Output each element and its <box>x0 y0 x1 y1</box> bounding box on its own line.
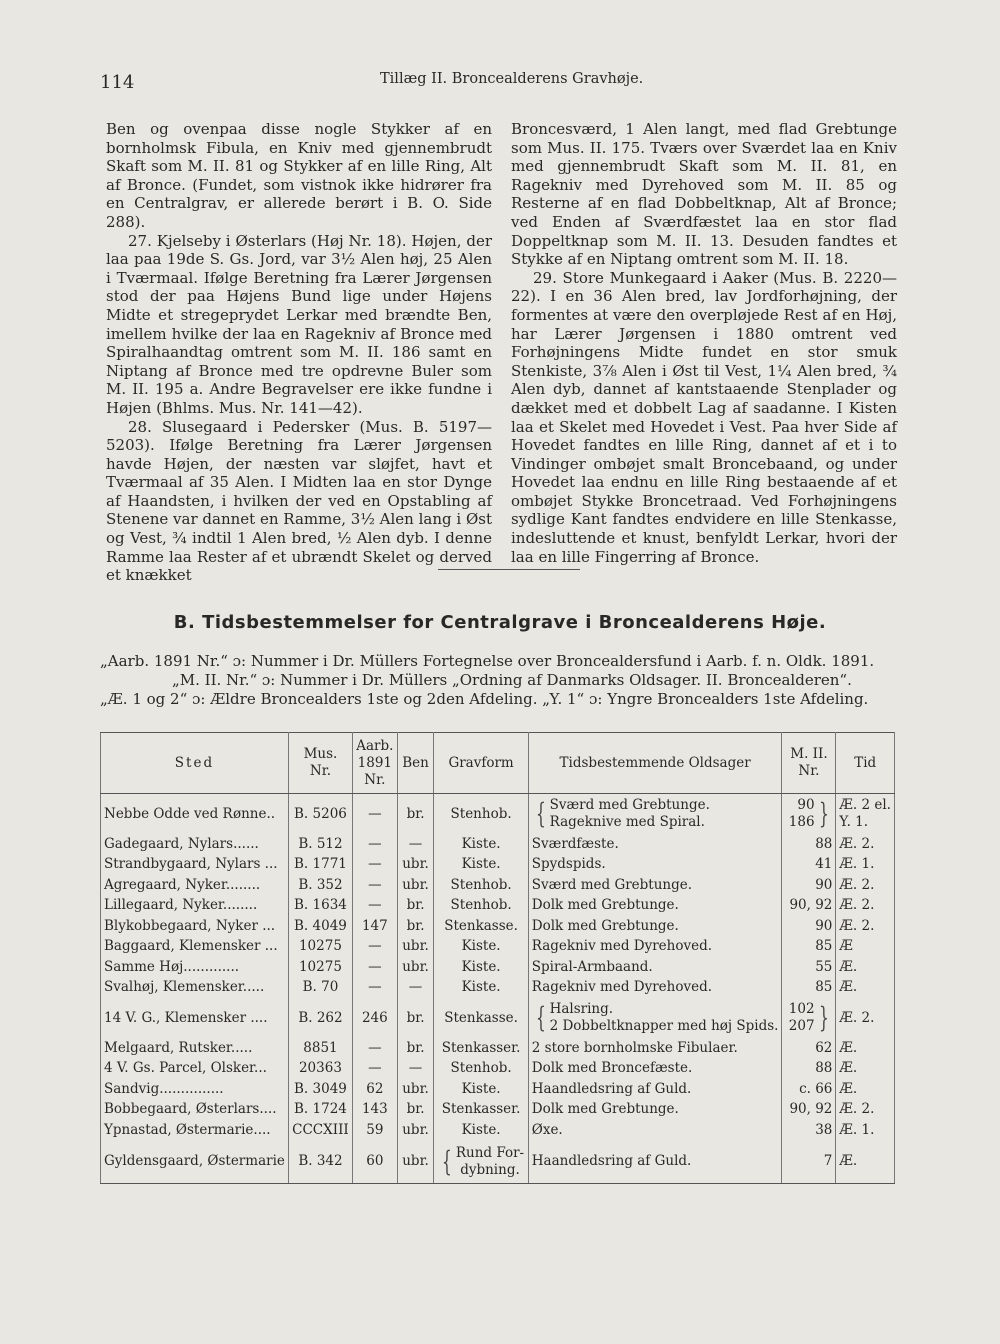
cell-ben: ubr. <box>397 875 434 896</box>
cell-sted: Nebbe Odde ved Rønne.. <box>101 794 289 835</box>
header-aarb: Aarb. 1891 Nr. <box>353 733 398 794</box>
cell-oldsager: Ragekniv med Dyrehoved. <box>528 937 782 958</box>
cell-mus-nr: B. 1771 <box>288 855 352 876</box>
cell-m-ii: 38 <box>782 1120 836 1141</box>
cell-oldsager: Spydspids. <box>528 855 782 876</box>
cell-aarb: 59 <box>353 1120 398 1141</box>
table-row <box>101 957 895 978</box>
cell-mus-nr: B. 352 <box>288 875 352 896</box>
cell-mus-nr: B. 3049 <box>288 1079 352 1100</box>
cell-sted: 4 V. Gs. Parcel, Olsker... <box>101 1059 289 1080</box>
cell-oldsager: Øxe. <box>528 1120 782 1141</box>
cell-sted: Blykobbegaard, Nyker ... <box>101 916 289 937</box>
cell-oldsager: Ragekniv med Dyrehoved. <box>528 978 782 999</box>
cell-oldsager: 2 store bornholmske Fibulaer. <box>528 1038 782 1059</box>
cell-m-ii: 90, 92 <box>782 1100 836 1121</box>
cell-gravform: Kiste. <box>434 834 528 855</box>
cell-mus-nr: B. 342 <box>288 1141 352 1184</box>
cell-gravform: Stenhob. <box>434 794 528 835</box>
cell-tid: Æ <box>836 937 895 958</box>
cell-gravform: Stenkasser. <box>434 1100 528 1121</box>
cell-ben: br. <box>397 896 434 917</box>
cell-tid: Æ. 2 el. Y. 1. <box>836 794 895 835</box>
cell-ben: br. <box>397 1100 434 1121</box>
cell-oldsager: Dolk med Grebtunge. <box>528 1100 782 1121</box>
cell-aarb: — <box>353 896 398 917</box>
table-row <box>101 1120 895 1141</box>
page-number: 114 <box>100 72 135 93</box>
cell-aarb: — <box>353 937 398 958</box>
cell-mus-nr: B. 262 <box>288 998 352 1038</box>
paragraph: Broncesværd, 1 Alen langt, med flad Grebtunge som Mus. II. 175. Tværs over Sværdet laa en Kniv med gjennembrudt Skaft som M. II. 81, en Ragekniv med Dyrehoved som M. II. 85 og Resterne af en flad Dobbeltknap, Alt af Bronce; ved Enden af Sværdfæstet laa en stor flad Doppeltknap som M. II. 13. Desuden fandtes et Stykke af en Niptang omtrent som M. II. 18. <box>511 120 897 269</box>
cell-gravform: Kiste. <box>434 1120 528 1141</box>
cell-ben: br. <box>397 998 434 1038</box>
cell-sted: Bobbegaard, Østerlars.... <box>101 1100 289 1121</box>
cell-sted: Agregaard, Nyker........ <box>101 875 289 896</box>
cell-sted: Lillegaard, Nyker........ <box>101 896 289 917</box>
cell-m-ii: 90, 92 <box>782 896 836 917</box>
cell-gravform: Stenhob. <box>434 896 528 917</box>
table-row <box>101 896 895 917</box>
cell-ben: ubr. <box>397 1120 434 1141</box>
cell-aarb: 246 <box>353 998 398 1038</box>
cell-sted: Gadegaard, Nylars...... <box>101 834 289 855</box>
cell-m-ii: 90 <box>782 875 836 896</box>
cell-mus-nr: 8851 <box>288 1038 352 1059</box>
cell-tid: Æ. 2. <box>836 916 895 937</box>
cell-gravform: { Rund For- dybning. <box>434 1141 528 1184</box>
cell-gravform: Stenhob. <box>434 875 528 896</box>
cell-oldsager: Haandledsring af Guld. <box>528 1141 782 1184</box>
table-header-row <box>101 733 895 794</box>
cell-ben: ubr. <box>397 1141 434 1184</box>
cell-m-ii: 88 <box>782 1059 836 1080</box>
section-divider <box>438 569 580 570</box>
cell-mus-nr: B. 70 <box>288 978 352 999</box>
cell-m-ii: 88 <box>782 834 836 855</box>
right-text-column <box>511 120 897 566</box>
cell-ben: ubr. <box>397 1079 434 1100</box>
cell-mus-nr: 10275 <box>288 937 352 958</box>
cell-aarb: 143 <box>353 1100 398 1121</box>
paragraph: Ben og ovenpaa disse nogle Stykker af en bornholmsk Fibula, en Kniv med gjennembrudt Skaft som M. II. 81 og Stykker af en lille Ring, Alt af Bronce. (Fundet, som vistnok ikke hidrører fra en Centralgrav, er allerede berørt i B. O. Side 288). <box>106 120 492 231</box>
cell-gravform: Stenkasse. <box>434 916 528 937</box>
cell-tid: Æ. <box>836 1141 895 1184</box>
table-row <box>101 998 895 1038</box>
table-row <box>101 1038 895 1059</box>
dating-table <box>100 732 895 1184</box>
cell-tid: Æ. 1. <box>836 855 895 876</box>
abbreviation-line: „Æ. 1 og 2“ ɔ: Ældre Broncealders 1ste og 2den Afdeling. „Y. 1“ ɔ: Yngre Broncealders 1ste Afdeling. <box>100 690 869 708</box>
cell-tid: Æ. 2. <box>836 1100 895 1121</box>
header-ben: Ben <box>397 733 434 794</box>
cell-tid: Æ. 2. <box>836 834 895 855</box>
cell-aarb: — <box>353 794 398 835</box>
cell-ben: ubr. <box>397 855 434 876</box>
cell-aarb: — <box>353 1059 398 1080</box>
cell-ben: — <box>397 834 434 855</box>
cell-gravform: Stenkasser. <box>434 1038 528 1059</box>
running-head: Tillæg II. Broncealderens Gravhøje. <box>380 71 644 87</box>
cell-oldsager: Haandledsring af Guld. <box>528 1079 782 1100</box>
header-gravform: Gravform <box>434 733 528 794</box>
table-row <box>101 794 895 835</box>
cell-sted: Ypnastad, Østermarie.... <box>101 1120 289 1141</box>
cell-mus-nr: 10275 <box>288 957 352 978</box>
cell-sted: Svalhøj, Klemensker..... <box>101 978 289 999</box>
cell-sted: Gyldensgaard, Østermarie <box>101 1141 289 1184</box>
cell-oldsager: Dolk med Grebtunge. <box>528 916 782 937</box>
cell-m-ii: 41 <box>782 855 836 876</box>
table-row <box>101 1141 895 1184</box>
table-row <box>101 937 895 958</box>
cell-aarb: — <box>353 834 398 855</box>
cell-aarb: 60 <box>353 1141 398 1184</box>
cell-sted: Strandbygaard, Nylars ... <box>101 855 289 876</box>
cell-m-ii: 85 <box>782 937 836 958</box>
cell-m-ii: 90 186 } <box>782 794 836 835</box>
cell-ben: br. <box>397 916 434 937</box>
cell-m-ii: 90 <box>782 916 836 937</box>
cell-gravform: Stenhob. <box>434 1059 528 1080</box>
table-row <box>101 978 895 999</box>
cell-m-ii: 102 207 } <box>782 998 836 1038</box>
left-text-column <box>106 120 492 585</box>
abbreviation-line: „M. II. Nr.“ ɔ: Nummer i Dr. Müllers „Ordning af Danmarks Oldsager. II. Broncealderen“. <box>172 671 852 689</box>
cell-oldsager: Sværd med Grebtunge. <box>528 875 782 896</box>
table-row <box>101 834 895 855</box>
cell-gravform: Kiste. <box>434 937 528 958</box>
cell-oldsager: Spiral-Armbaand. <box>528 957 782 978</box>
section-title: B. Tidsbestemmelser for Centralgrave i Broncealderens Høje. <box>173 612 827 633</box>
cell-oldsager: Dolk med Broncefæste. <box>528 1059 782 1080</box>
header-m-ii: M. II. Nr. <box>782 733 836 794</box>
cell-oldsager: Sværdfæste. <box>528 834 782 855</box>
table-row <box>101 916 895 937</box>
cell-aarb: 147 <box>353 916 398 937</box>
abbreviation-line: „Aarb. 1891 Nr.“ ɔ: Nummer i Dr. Müllers Fortegnelse over Broncealdersfund i Aarb. f. n. Oldk. 1891. <box>100 652 875 670</box>
cell-aarb: — <box>353 855 398 876</box>
cell-sted: Baggaard, Klemensker ... <box>101 937 289 958</box>
cell-gravform: Stenkasse. <box>434 998 528 1038</box>
cell-m-ii: 62 <box>782 1038 836 1059</box>
cell-ben: ubr. <box>397 937 434 958</box>
cell-tid: Æ. <box>836 1059 895 1080</box>
cell-m-ii: 55 <box>782 957 836 978</box>
paragraph: 29. Store Munkegaard i Aaker (Mus. B. 2220—22). I en 36 Alen bred, lav Jordforhøjning, der formentes at være den overpløjede Rest af en Høj, har Lærer Jørgensen i 1880 omtrent ved Forhøjningens Midte fundet en stor smuk Stenkiste, 3⅞ Alen i Øst til Vest, 1¼ Alen bred, ¾ Alen dyb, dannet af kantstaaende Stenplader og dækket med et dobbelt Lag af saadanne. I Kisten laa et Skelet med Hovedet i Vest. Paa hver Side af Hovedet fandtes en lille Ring, dannet af et i to Vindinger ombøjet smalt Broncebaand, og under Hovedet laa endnu en lille Ring bestaaende af et ombøjet Stykke Broncetraad. Ved Forhøjningens sydlige Kant fandtes endvidere en lille Stenkasse, indesluttende et knust, benfyldt Lerkar, hvori der laa en lille Fingerring af Bronce. <box>511 268 897 566</box>
cell-ben: br. <box>397 794 434 835</box>
header-oldsager: Tidsbestemmende Oldsager <box>528 733 782 794</box>
paragraph: 28. Slusegaard i Pedersker (Mus. B. 5197—5203). Ifølge Beretning fra Lærer Jørgensen havde Højen, der næsten var sløjfet, havt et Tværmaal af 35 Alen. I Midten laa en stor Dynge af Haandsten, i hvilken der ved en Opstabling af Stenene var dannet en Ramme, 3½ Alen lang i Øst og Vest, ¾ indtil 1 Alen bred, ½ Alen dyb. I denne Ramme laa Rester af et ubrændt Skelet og derved et knækket <box>106 417 492 585</box>
table-row <box>101 1059 895 1080</box>
cell-sted: 14 V. G., Klemensker .... <box>101 998 289 1038</box>
cell-mus-nr: B. 5206 <box>288 794 352 835</box>
cell-tid: Æ. 2. <box>836 875 895 896</box>
cell-tid: Æ. 2. <box>836 896 895 917</box>
cell-sted: Samme Høj............. <box>101 957 289 978</box>
cell-tid: Æ. 1. <box>836 1120 895 1141</box>
cell-aarb: — <box>353 978 398 999</box>
paragraph: 27. Kjelseby i Østerlars (Høj Nr. 18). Højen, der laa paa 19de S. Gs. Jord, var 3½ Alen høj, 25 Alen i Tværmaal. Ifølge Beretning fra Lærer Jørgensen stod der paa Højens Bund lige under Højens Midte et stregeprydet Lerkar med brændte Ben, imellem hvilke der laa en Ragekniv af Bronce med Spiralhaandtag omtrent som M. II. 186 samt en Niptang af Bronce med tre opdrevne Buler som M. II. 195 a. Andre Begravelser ere ikke fundne i Højen (Bhlms. Mus. Nr. 141—42). <box>106 231 492 417</box>
cell-sted: Sandvig............... <box>101 1079 289 1100</box>
cell-mus-nr: B. 1724 <box>288 1100 352 1121</box>
table-body <box>101 794 895 1184</box>
cell-aarb: 62 <box>353 1079 398 1100</box>
cell-ben: br. <box>397 1038 434 1059</box>
cell-tid: Æ. <box>836 978 895 999</box>
cell-mus-nr: CCCXIII <box>288 1120 352 1141</box>
abbreviation-list <box>100 652 895 709</box>
cell-gravform: Kiste. <box>434 855 528 876</box>
cell-m-ii: c. 66 <box>782 1079 836 1100</box>
cell-aarb: — <box>353 957 398 978</box>
cell-tid: Æ. 2. <box>836 998 895 1038</box>
cell-m-ii: 85 <box>782 978 836 999</box>
table-row <box>101 1079 895 1100</box>
header-sted: Sted <box>101 733 289 794</box>
cell-mus-nr: B. 512 <box>288 834 352 855</box>
cell-ben: — <box>397 1059 434 1080</box>
table-row <box>101 855 895 876</box>
cell-oldsager: { Halsring. 2 Dobbeltknapper med høj Spids. <box>528 998 782 1038</box>
cell-mus-nr: 20363 <box>288 1059 352 1080</box>
cell-oldsager: { Sværd med Grebtunge. Rageknive med Spiral. <box>528 794 782 835</box>
cell-mus-nr: B. 4049 <box>288 916 352 937</box>
cell-aarb: — <box>353 875 398 896</box>
table-row <box>101 1100 895 1121</box>
page-header <box>100 68 900 102</box>
cell-m-ii: 7 <box>782 1141 836 1184</box>
cell-oldsager: Dolk med Grebtunge. <box>528 896 782 917</box>
header-mus-nr: Mus. Nr. <box>288 733 352 794</box>
cell-tid: Æ. <box>836 1038 895 1059</box>
cell-aarb: — <box>353 1038 398 1059</box>
cell-tid: Æ. <box>836 1079 895 1100</box>
cell-gravform: Kiste. <box>434 957 528 978</box>
table-row <box>101 875 895 896</box>
cell-ben: ubr. <box>397 957 434 978</box>
header-tid: Tid <box>836 733 895 794</box>
cell-sted: Melgaard, Rutsker..... <box>101 1038 289 1059</box>
cell-ben: — <box>397 978 434 999</box>
cell-tid: Æ. <box>836 957 895 978</box>
cell-mus-nr: B. 1634 <box>288 896 352 917</box>
cell-gravform: Kiste. <box>434 1079 528 1100</box>
cell-gravform: Kiste. <box>434 978 528 999</box>
